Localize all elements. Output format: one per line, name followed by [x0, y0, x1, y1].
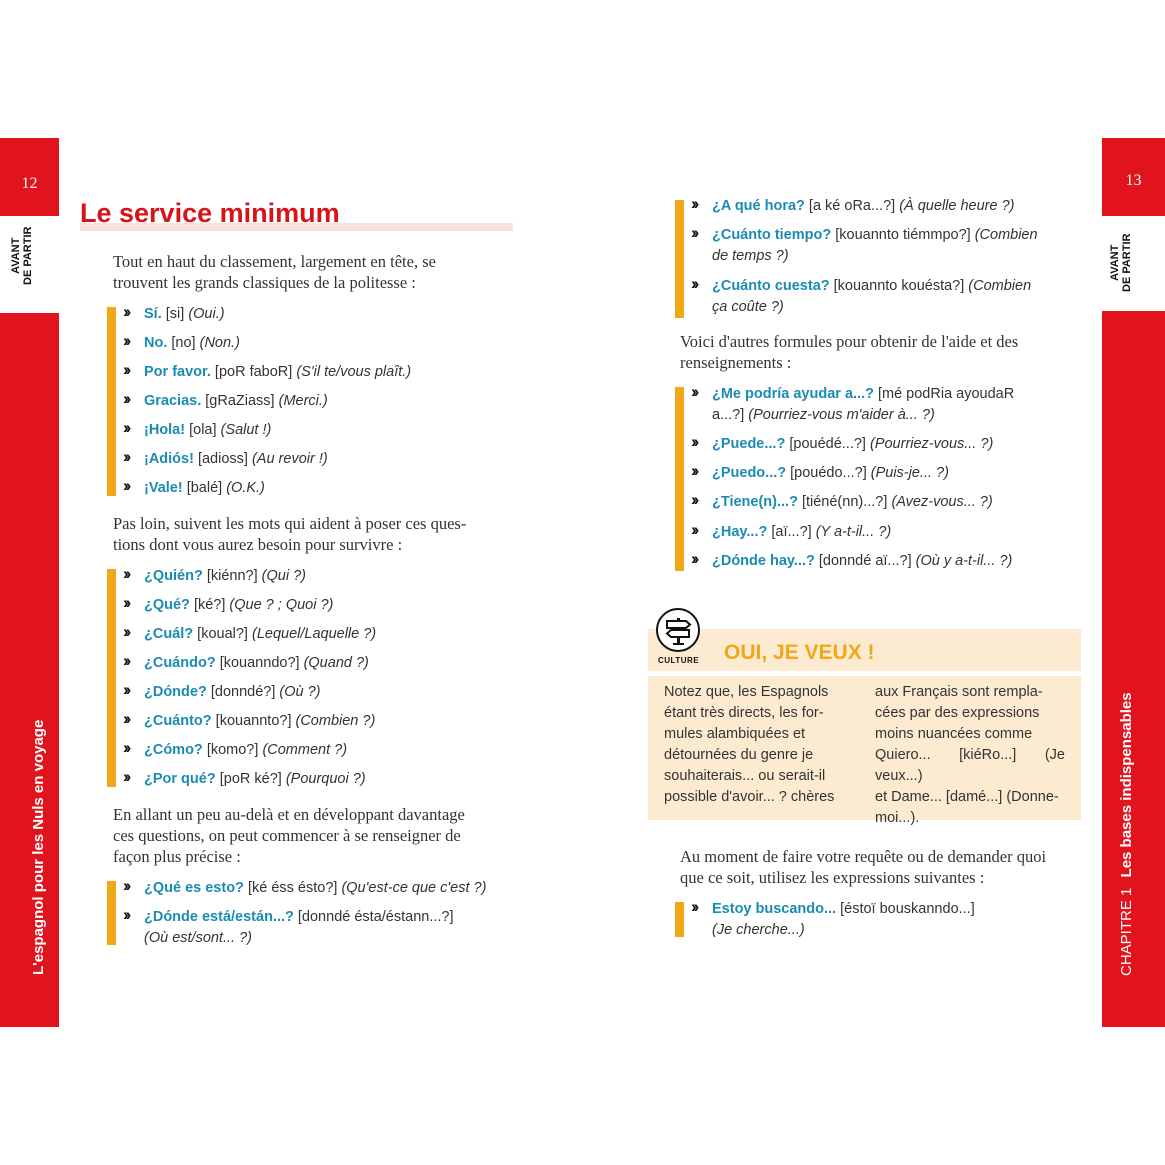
- list-item: [144, 449, 328, 470]
- list-item: [144, 333, 240, 354]
- translation: (S'il te/vous plaît.): [296, 364, 412, 380]
- chapter-heading: [1118, 692, 1135, 976]
- chevron-icon: ››: [123, 447, 129, 466]
- culture-label: CULTURE: [658, 656, 700, 665]
- translation: (Où y a-t-il... ?): [915, 553, 1013, 569]
- list-bar: [675, 387, 684, 571]
- list-item: [144, 624, 376, 645]
- pronunciation: [donndé aï...?]: [814, 553, 916, 569]
- list-item: [712, 384, 1014, 405]
- translation: (À quelle heure ?): [899, 198, 1015, 214]
- list-item: [144, 682, 321, 703]
- chevron-icon: ››: [691, 382, 697, 401]
- list-item: [144, 878, 486, 899]
- list-item: [144, 362, 411, 383]
- culture-line: Quiero... [kiéRo...] (Je veux...): [875, 747, 1065, 784]
- chapter-title: Les bases indispensables: [1118, 692, 1135, 878]
- list-item: [144, 907, 454, 928]
- chevron-icon: ››: [123, 876, 129, 895]
- list-bar: [107, 881, 116, 945]
- para-line: tions dont vous aurez besoin pour survivre :: [113, 535, 403, 554]
- list-item: [144, 740, 347, 761]
- culture-line: mules alambiquées et: [664, 726, 806, 742]
- list-item: [144, 653, 369, 674]
- chevron-icon: ››: [123, 331, 129, 350]
- culture-line: étant très directs, les for-: [664, 705, 824, 721]
- translation: ça coûte ?): [712, 299, 784, 315]
- paragraph-request: [680, 846, 1081, 888]
- list-item: [144, 478, 265, 499]
- chapter-label: CHAPITRE 1: [1118, 887, 1135, 976]
- para-line: façon plus précise :: [113, 847, 241, 866]
- section-tab-right: [1109, 234, 1133, 292]
- spanish-phrase: Gracias.: [144, 393, 202, 409]
- list-item-continuation: [712, 920, 805, 941]
- chevron-icon: ››: [123, 905, 129, 924]
- translation: (Non.): [199, 335, 240, 351]
- para-line: En allant un peu au-delà et en développant davantage: [113, 805, 465, 824]
- translation: (Pourriez-vous... ?): [869, 436, 994, 452]
- list-item: [144, 304, 225, 325]
- chevron-icon: ››: [691, 432, 697, 451]
- culture-line: Notez que, les Espagnols: [664, 684, 829, 700]
- pronunciation: [kiénn?]: [202, 568, 262, 584]
- list-item-continuation: [712, 297, 784, 318]
- section-tab-line1: AVANT: [10, 237, 22, 274]
- pronunciation: [a ké oRa...?]: [804, 198, 900, 214]
- list-item: [712, 899, 975, 920]
- list-item: [144, 711, 375, 732]
- translation: (Oui.): [188, 306, 225, 322]
- spanish-phrase: ¿Quién?: [144, 568, 203, 584]
- spanish-phrase: ¿Puede...?: [712, 436, 786, 452]
- para-line: Au moment de faire votre requête ou de demander quoi: [680, 847, 1047, 866]
- translation: (Qu'est-ce que c'est ?): [341, 880, 487, 896]
- spanish-phrase: ¿Por qué?: [144, 771, 216, 787]
- chevron-icon: ››: [123, 302, 129, 321]
- spanish-phrase: ¿Cuánto cuesta?: [712, 278, 830, 294]
- page-number-left: 12: [0, 138, 59, 216]
- culture-line: et Dame... [damé...] (Donne-: [875, 789, 1059, 805]
- culture-line: aux Français sont rempla-: [875, 684, 1043, 700]
- paragraph-questions: [113, 513, 513, 555]
- pronunciation: [no]: [167, 335, 200, 351]
- pronunciation: [kouannto?]: [211, 713, 296, 729]
- chevron-icon: ››: [691, 520, 697, 539]
- list-item: [712, 434, 993, 455]
- list-item: [144, 566, 306, 587]
- pronunciation: [ké éss ésto?]: [243, 880, 342, 896]
- pronunciation: [kouannto tiémmpo?]: [831, 227, 975, 243]
- pronunciation: [ké?]: [189, 597, 230, 613]
- translation: (Quand ?): [303, 655, 369, 671]
- list-item-continuation: [712, 405, 935, 426]
- translation: (Merci.): [278, 393, 328, 409]
- page-number-right: 13: [1102, 138, 1165, 216]
- chevron-icon: ››: [123, 564, 129, 583]
- list-bar: [675, 902, 684, 937]
- pronunciation: [éstoï bouskanndo...]: [836, 901, 975, 917]
- pronunciation: [koual?]: [193, 626, 252, 642]
- pronunciation: [mé podRia ayoudaR: [873, 386, 1015, 402]
- section-tab-line2: DE PARTIR: [1121, 233, 1133, 292]
- translation: (Y a-t-il... ?): [815, 524, 892, 540]
- pronunciation: [adioss]: [193, 451, 252, 467]
- translation: (Combien: [968, 278, 1032, 294]
- culture-line: détournées du genre je: [664, 747, 814, 763]
- chevron-icon: ››: [123, 418, 129, 437]
- chevron-icon: ››: [691, 223, 697, 242]
- translation: (Au revoir !): [251, 451, 328, 467]
- pronunciation: a...?]: [712, 407, 749, 423]
- translation: (Pourquoi ?): [285, 771, 366, 787]
- list-item: [144, 595, 333, 616]
- para-line: renseignements :: [680, 353, 792, 372]
- translation: (Combien: [974, 227, 1038, 243]
- para-line: que ce soit, utilisez les expressions suivantes :: [680, 868, 985, 887]
- culture-line: moins nuancées comme: [875, 726, 1033, 742]
- paragraph-help: [680, 331, 1081, 373]
- translation: (Combien ?): [295, 713, 376, 729]
- translation: (Pourriez-vous m'aider à... ?): [748, 407, 935, 423]
- list-item: [712, 551, 1012, 572]
- translation: (Où ?): [279, 684, 321, 700]
- spanish-phrase: ¿Cómo?: [144, 742, 203, 758]
- spanish-phrase: ¿Hay...?: [712, 524, 768, 540]
- spanish-phrase: ¿Puedo...?: [712, 465, 787, 481]
- intro-line: trouvent les grands classiques de la politesse :: [113, 273, 416, 292]
- spanish-phrase: No.: [144, 335, 168, 351]
- list-item: [712, 225, 1038, 246]
- running-title: L'espagnol pour les Nuls en voyage: [30, 719, 47, 975]
- list-item-continuation: [144, 928, 252, 949]
- spanish-phrase: ¡Vale!: [144, 480, 183, 496]
- chevron-icon: ››: [123, 738, 129, 757]
- spanish-phrase: Por favor.: [144, 364, 211, 380]
- para-line: ces questions, on peut commencer à se renseigner de: [113, 826, 461, 845]
- section-tab-line2: DE PARTIR: [22, 226, 34, 285]
- chevron-icon: ››: [123, 622, 129, 641]
- translation: (Avez-vous... ?): [891, 494, 993, 510]
- chevron-icon: ››: [691, 490, 697, 509]
- chevron-icon: ››: [691, 194, 697, 213]
- spanish-phrase: ¿Cuánto tiempo?: [712, 227, 832, 243]
- pronunciation: [aï...?]: [767, 524, 816, 540]
- pronunciation: [pouédo...?]: [786, 465, 871, 481]
- list-item: [712, 522, 891, 543]
- pronunciation: [poR fabоR]: [210, 364, 297, 380]
- translation: (Puis-je... ?): [870, 465, 949, 481]
- translation: de temps ?): [712, 248, 789, 264]
- pronunciation: [ola]: [185, 422, 221, 438]
- chevron-icon: ››: [123, 767, 129, 786]
- list-item: [712, 276, 1031, 297]
- spanish-phrase: ¿Dónde?: [144, 684, 207, 700]
- translation: (Où est/sont... ?): [144, 930, 252, 946]
- chevron-icon: ››: [123, 709, 129, 728]
- chevron-icon: ››: [691, 461, 697, 480]
- culture-col1: [664, 682, 854, 808]
- pronunciation: [balé]: [182, 480, 227, 496]
- pronunciation: [kouanndo?]: [215, 655, 304, 671]
- spanish-phrase: ¿Me podría ayudar a...?: [712, 386, 874, 402]
- pronunciation: [kouannto kouésta?]: [829, 278, 969, 294]
- list-item: [712, 196, 1014, 217]
- pronunciation: [pouédé...?]: [785, 436, 870, 452]
- list-item: [144, 391, 328, 412]
- para-line: Voici d'autres formules pour obtenir de l'aide et des: [680, 332, 1019, 351]
- translation: (O.K.): [226, 480, 265, 496]
- pronunciation: [gRaZiass]: [201, 393, 279, 409]
- translation: (Je cherche...): [712, 922, 805, 938]
- pronunciation: [komo?]: [202, 742, 263, 758]
- section-tab-left: [10, 227, 34, 285]
- chevron-icon: ››: [691, 549, 697, 568]
- spanish-phrase: ¿Cuándo?: [144, 655, 216, 671]
- spanish-phrase: ¿A qué hora?: [712, 198, 805, 214]
- spanish-phrase: ¡Adiós!: [144, 451, 194, 467]
- intro-line: Tout en haut du classement, largement en tête, se: [113, 252, 436, 271]
- chevron-icon: ››: [123, 593, 129, 612]
- spanish-phrase: ¡Hola!: [144, 422, 186, 438]
- list-item: [712, 492, 993, 513]
- culture-line: souhaiterais... ou serait-il: [664, 768, 826, 784]
- pronunciation: [poR ké?]: [215, 771, 286, 787]
- chevron-icon: ››: [123, 360, 129, 379]
- pronunciation: [donndé?]: [206, 684, 280, 700]
- spanish-phrase: Estoy buscando...: [712, 901, 837, 917]
- culture-line: moi...).: [875, 810, 920, 826]
- pronunciation: [tiéné(nn)...?]: [797, 494, 892, 510]
- list-bar: [107, 569, 116, 787]
- spanish-phrase: ¿Qué es esto?: [144, 880, 244, 896]
- translation: (Que ? ; Quoi ?): [229, 597, 334, 613]
- chevron-icon: ››: [123, 651, 129, 670]
- culture-line: cées par des expressions: [875, 705, 1040, 721]
- spanish-phrase: ¿Qué?: [144, 597, 190, 613]
- spanish-phrase: ¿Cuánto?: [144, 713, 212, 729]
- translation: (Qui ?): [261, 568, 306, 584]
- spanish-phrase: ¿Cuál?: [144, 626, 194, 642]
- list-item-continuation: [712, 246, 789, 267]
- spanish-phrase: ¿Dónde hay...?: [712, 553, 815, 569]
- list-item: [712, 463, 949, 484]
- signpost-icon: [656, 608, 700, 652]
- chevron-icon: ››: [123, 476, 129, 495]
- paragraph-precise: [113, 804, 513, 867]
- chevron-icon: ››: [123, 680, 129, 699]
- culture-line: possible d'avoir... ? chères: [664, 789, 835, 805]
- culture-col2: [875, 682, 1065, 829]
- page-title: Le service minimum: [80, 198, 340, 228]
- translation: (Salut !): [220, 422, 272, 438]
- chevron-icon: ››: [691, 897, 697, 916]
- list-bar: [675, 200, 684, 318]
- spanish-phrase: ¿Tiene(n)...?: [712, 494, 798, 510]
- list-bar: [107, 307, 116, 496]
- spanish-phrase: ¿Dónde está/están...?: [144, 909, 294, 925]
- pronunciation: [donndé ésta/éstann...?]: [293, 909, 454, 925]
- translation: (Comment ?): [262, 742, 348, 758]
- section-tab-line1: AVANT: [1109, 244, 1121, 281]
- para-line: Pas loin, suivent les mots qui aident à poser ces ques-: [113, 514, 467, 533]
- chevron-icon: ››: [691, 274, 697, 293]
- spanish-phrase: Sí.: [144, 306, 162, 322]
- culture-title: OUI, JE VEUX !: [724, 641, 875, 664]
- translation: (Lequel/Laquelle ?): [251, 626, 377, 642]
- chevron-icon: ››: [123, 389, 129, 408]
- list-item: [144, 769, 366, 790]
- intro-paragraph: [113, 251, 513, 293]
- pronunciation: [si]: [161, 306, 189, 322]
- list-item: [144, 420, 271, 441]
